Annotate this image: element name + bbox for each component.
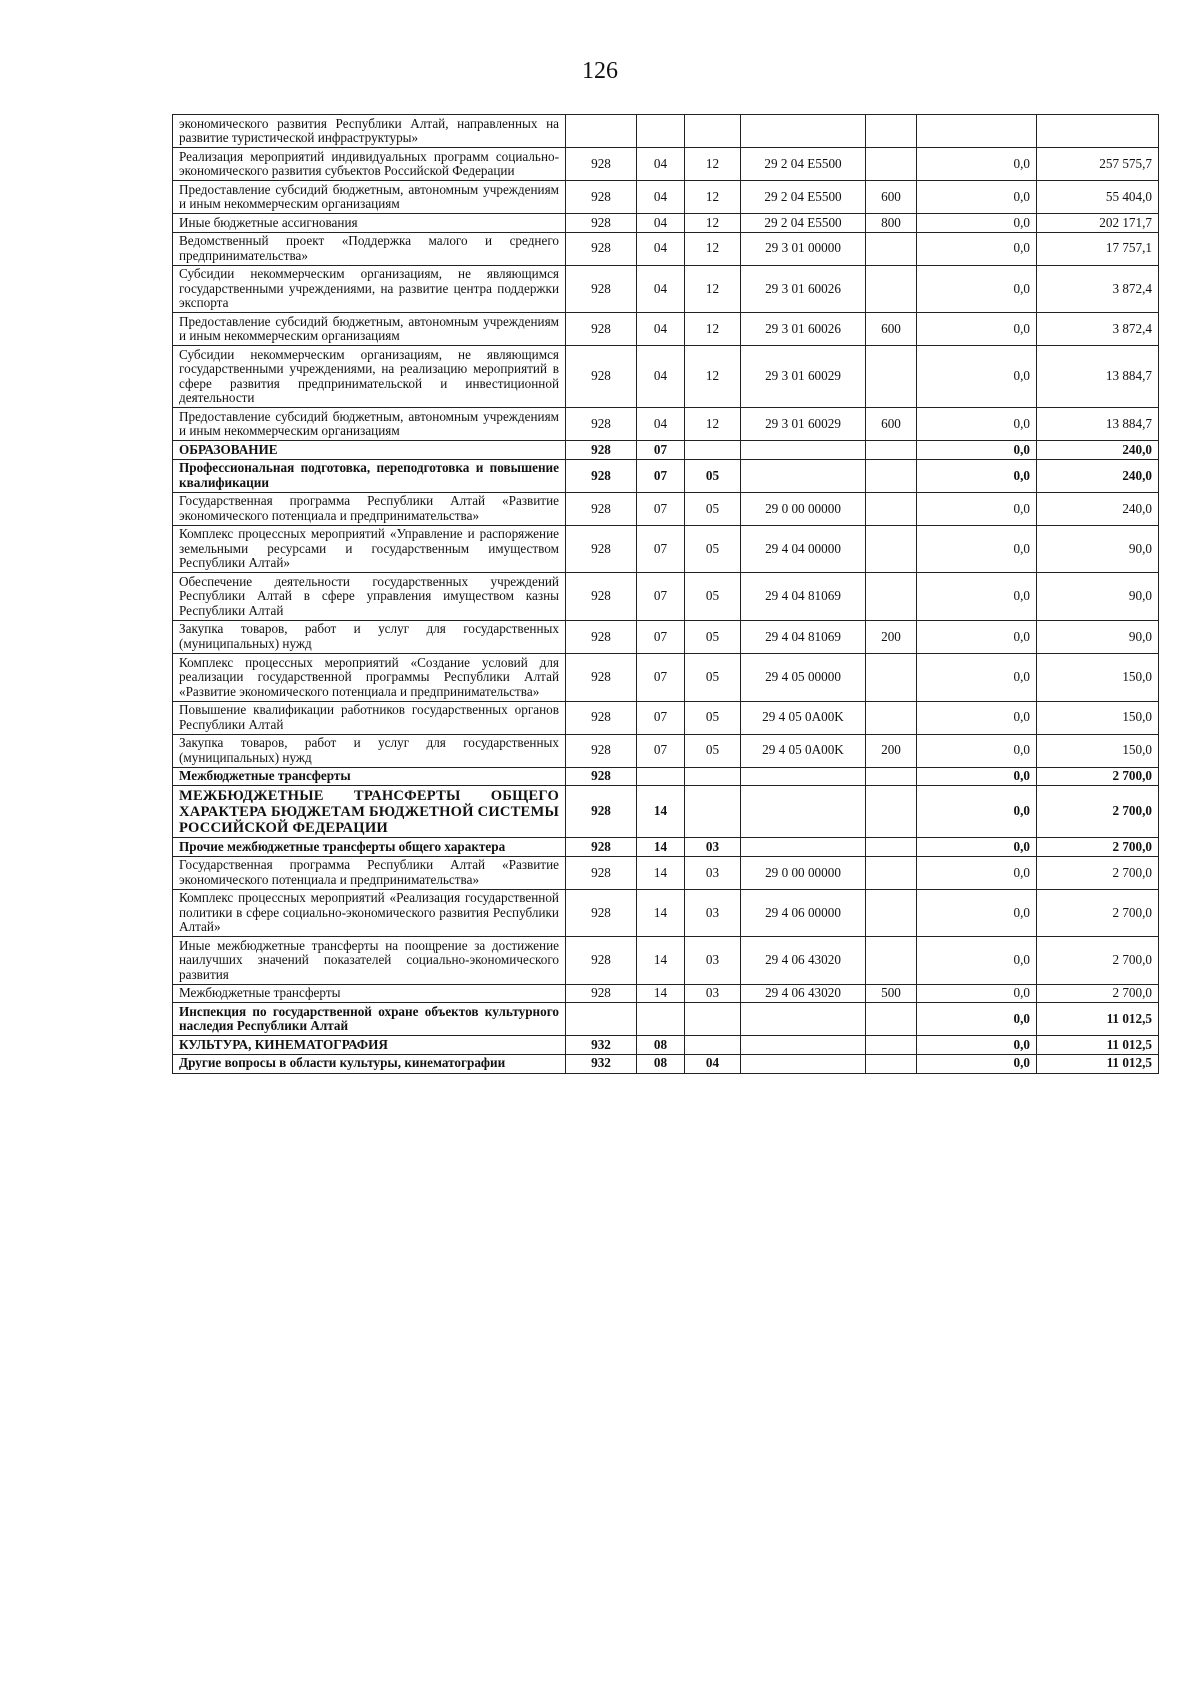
row-subsection-cell: 05 [685, 573, 741, 621]
row-name-cell: КУЛЬТУРА, КИНЕМАТОГРАФИЯ [173, 1036, 566, 1055]
row-name-cell: Прочие межбюджетные трансферты общего характера [173, 838, 566, 857]
row-name-cell: Межбюджетные трансферты [173, 984, 566, 1003]
row-section-cell [637, 1003, 685, 1036]
row-section-cell [637, 767, 685, 786]
table-row [173, 734, 1159, 767]
row-amount-2-cell: 2 700,0 [1037, 838, 1159, 857]
row-section-cell: 04 [637, 181, 685, 214]
table-row [173, 701, 1159, 734]
row-name-cell: Реализация мероприятий индивидуальных программ социально-экономического развития субъектов Российской Федерации [173, 148, 566, 181]
row-amount-2-cell: 90,0 [1037, 525, 1159, 573]
table-row [173, 441, 1159, 460]
row-amount-1-cell: 0,0 [917, 654, 1037, 702]
row-amount-2-cell: 240,0 [1037, 492, 1159, 525]
row-grbs-cell: 928 [566, 265, 637, 313]
row-subsection-cell: 05 [685, 654, 741, 702]
row-grbs-cell: 928 [566, 525, 637, 573]
row-name-cell: экономического развития Республики Алтай, направленных на развитие туристической инфраструктуры» [173, 115, 566, 148]
row-section-cell: 14 [637, 984, 685, 1003]
row-section-cell: 08 [637, 1054, 685, 1073]
row-expense-type-cell [866, 265, 917, 313]
row-amount-1-cell [917, 115, 1037, 148]
row-amount-1-cell: 0,0 [917, 232, 1037, 265]
table-row [173, 232, 1159, 265]
row-name-cell: Комплекс процессных мероприятий «Управление и распоряжение земельными ресурсами и государственным имуществом Республики Алтай» [173, 525, 566, 573]
row-expense-type-cell [866, 115, 917, 148]
row-grbs-cell: 928 [566, 313, 637, 346]
row-amount-2-cell: 13 884,7 [1037, 408, 1159, 441]
row-section-cell: 14 [637, 889, 685, 937]
table-row [173, 620, 1159, 653]
row-section-cell: 04 [637, 313, 685, 346]
row-amount-1-cell: 0,0 [917, 937, 1037, 985]
row-amount-2-cell: 90,0 [1037, 573, 1159, 621]
row-section-cell: 07 [637, 441, 685, 460]
row-subsection-cell [685, 767, 741, 786]
row-grbs-cell [566, 115, 637, 148]
row-grbs-cell: 928 [566, 573, 637, 621]
row-section-cell: 07 [637, 620, 685, 653]
row-name-cell: Обеспечение деятельности государственных учреждений Республики Алтай в сфере управления имуществом казны Республики Алтай [173, 573, 566, 621]
row-target-article-cell: 29 3 01 60026 [741, 313, 866, 346]
table-row [173, 1054, 1159, 1073]
row-name-cell: Субсидии некоммерческим организациям, не являющимся государственными учреждениями, на реализацию мероприятий в сфере развития предпринимательской и инвестиционной деятельности [173, 346, 566, 408]
row-expense-type-cell [866, 1003, 917, 1036]
row-expense-type-cell [866, 346, 917, 408]
table-row [173, 313, 1159, 346]
row-amount-1-cell: 0,0 [917, 181, 1037, 214]
row-amount-2-cell: 2 700,0 [1037, 984, 1159, 1003]
row-expense-type-cell [866, 1036, 917, 1055]
row-name-cell: ОБРАЗОВАНИЕ [173, 441, 566, 460]
table-row [173, 1036, 1159, 1055]
row-subsection-cell: 12 [685, 408, 741, 441]
row-amount-2-cell: 11 012,5 [1037, 1054, 1159, 1073]
row-grbs-cell: 928 [566, 701, 637, 734]
row-target-article-cell: 29 4 04 81069 [741, 573, 866, 621]
row-target-article-cell: 29 3 01 60026 [741, 265, 866, 313]
table-row [173, 408, 1159, 441]
row-expense-type-cell: 200 [866, 620, 917, 653]
row-target-article-cell [741, 1003, 866, 1036]
row-amount-1-cell: 0,0 [917, 1054, 1037, 1073]
row-expense-type-cell: 600 [866, 181, 917, 214]
row-amount-2-cell: 11 012,5 [1037, 1003, 1159, 1036]
row-subsection-cell: 03 [685, 937, 741, 985]
row-target-article-cell: 29 2 04 E5500 [741, 181, 866, 214]
row-section-cell: 07 [637, 573, 685, 621]
row-target-article-cell [741, 1036, 866, 1055]
row-target-article-cell: 29 4 04 81069 [741, 620, 866, 653]
row-expense-type-cell [866, 856, 917, 889]
row-expense-type-cell: 600 [866, 408, 917, 441]
row-expense-type-cell [866, 525, 917, 573]
row-grbs-cell: 928 [566, 889, 637, 937]
row-amount-2-cell: 150,0 [1037, 701, 1159, 734]
row-subsection-cell [685, 1036, 741, 1055]
row-grbs-cell: 928 [566, 654, 637, 702]
row-target-article-cell [741, 459, 866, 492]
row-grbs-cell: 928 [566, 459, 637, 492]
row-amount-2-cell: 240,0 [1037, 441, 1159, 460]
table-row [173, 984, 1159, 1003]
row-target-article-cell [741, 1054, 866, 1073]
row-amount-2-cell: 150,0 [1037, 654, 1159, 702]
row-grbs-cell: 928 [566, 767, 637, 786]
row-name-cell: Ведомственный проект «Поддержка малого и среднего предпринимательства» [173, 232, 566, 265]
row-section-cell: 07 [637, 459, 685, 492]
row-name-cell: Повышение квалификации работников государственных органов Республики Алтай [173, 701, 566, 734]
row-name-cell: Государственная программа Республики Алтай «Развитие экономического потенциала и предпринимательства» [173, 856, 566, 889]
row-subsection-cell: 05 [685, 459, 741, 492]
row-subsection-cell: 12 [685, 313, 741, 346]
row-subsection-cell: 03 [685, 838, 741, 857]
table-row [173, 856, 1159, 889]
row-amount-1-cell: 0,0 [917, 767, 1037, 786]
table-row [173, 346, 1159, 408]
row-amount-2-cell: 2 700,0 [1037, 937, 1159, 985]
row-amount-2-cell: 257 575,7 [1037, 148, 1159, 181]
row-name-cell: Комплекс процессных мероприятий «Реализация государственной политики в сфере социально-экономического развития Республики Алтай» [173, 889, 566, 937]
row-target-article-cell: 29 4 05 00000 [741, 654, 866, 702]
row-section-cell: 08 [637, 1036, 685, 1055]
row-subsection-cell: 05 [685, 492, 741, 525]
row-amount-2-cell: 202 171,7 [1037, 214, 1159, 233]
row-subsection-cell: 04 [685, 1054, 741, 1073]
row-section-cell: 07 [637, 492, 685, 525]
row-amount-1-cell: 0,0 [917, 214, 1037, 233]
row-amount-1-cell: 0,0 [917, 265, 1037, 313]
row-expense-type-cell [866, 838, 917, 857]
row-grbs-cell: 928 [566, 214, 637, 233]
row-amount-1-cell: 0,0 [917, 441, 1037, 460]
page-number: 126 [582, 58, 618, 84]
row-amount-1-cell: 0,0 [917, 786, 1037, 838]
row-expense-type-cell: 800 [866, 214, 917, 233]
row-amount-2-cell: 17 757,1 [1037, 232, 1159, 265]
budget-table [172, 114, 1159, 1074]
table-row [173, 459, 1159, 492]
row-amount-1-cell: 0,0 [917, 148, 1037, 181]
row-amount-1-cell: 0,0 [917, 838, 1037, 857]
row-grbs-cell: 928 [566, 181, 637, 214]
row-amount-1-cell: 0,0 [917, 984, 1037, 1003]
row-amount-2-cell: 240,0 [1037, 459, 1159, 492]
row-amount-1-cell: 0,0 [917, 408, 1037, 441]
row-grbs-cell: 928 [566, 408, 637, 441]
row-amount-2-cell: 2 700,0 [1037, 889, 1159, 937]
row-subsection-cell: 12 [685, 214, 741, 233]
row-expense-type-cell [866, 937, 917, 985]
row-section-cell: 04 [637, 408, 685, 441]
row-amount-2-cell [1037, 115, 1159, 148]
row-expense-type-cell [866, 1054, 917, 1073]
row-amount-2-cell: 90,0 [1037, 620, 1159, 653]
row-section-cell: 04 [637, 148, 685, 181]
row-amount-1-cell: 0,0 [917, 492, 1037, 525]
row-subsection-cell [685, 441, 741, 460]
row-section-cell: 04 [637, 214, 685, 233]
row-subsection-cell: 12 [685, 265, 741, 313]
row-target-article-cell: 29 3 01 60029 [741, 346, 866, 408]
row-amount-1-cell: 0,0 [917, 734, 1037, 767]
row-expense-type-cell [866, 573, 917, 621]
row-target-article-cell: 29 4 05 0A00K [741, 734, 866, 767]
row-amount-1-cell: 0,0 [917, 573, 1037, 621]
table-row [173, 115, 1159, 148]
row-target-article-cell: 29 3 01 00000 [741, 232, 866, 265]
row-expense-type-cell [866, 459, 917, 492]
row-subsection-cell [685, 1003, 741, 1036]
row-grbs-cell: 928 [566, 441, 637, 460]
row-subsection-cell [685, 115, 741, 148]
row-name-cell: Инспекция по государственной охране объектов культурного наследия Республики Алтай [173, 1003, 566, 1036]
row-amount-2-cell: 3 872,4 [1037, 313, 1159, 346]
row-target-article-cell [741, 786, 866, 838]
row-name-cell: МЕЖБЮДЖЕТНЫЕ ТРАНСФЕРТЫ ОБЩЕГО ХАРАКТЕРА БЮДЖЕТАМ БЮДЖЕТНОЙ СИСТЕМЫ РОССИЙСКОЙ ФЕДЕРАЦИИ [173, 786, 566, 838]
row-name-cell: Предоставление субсидий бюджетным, автономным учреждениям и иным некоммерческим организациям [173, 408, 566, 441]
row-name-cell: Закупка товаров, работ и услуг для государственных (муниципальных) нужд [173, 620, 566, 653]
table-row [173, 181, 1159, 214]
row-name-cell: Межбюджетные трансферты [173, 767, 566, 786]
row-section-cell: 07 [637, 734, 685, 767]
row-grbs-cell: 932 [566, 1054, 637, 1073]
row-grbs-cell [566, 1003, 637, 1036]
row-subsection-cell: 05 [685, 525, 741, 573]
row-amount-1-cell: 0,0 [917, 346, 1037, 408]
row-amount-1-cell: 0,0 [917, 620, 1037, 653]
row-target-article-cell: 29 4 06 00000 [741, 889, 866, 937]
row-grbs-cell: 928 [566, 984, 637, 1003]
row-subsection-cell: 05 [685, 701, 741, 734]
row-grbs-cell: 928 [566, 492, 637, 525]
table-row [173, 786, 1159, 838]
row-subsection-cell [685, 786, 741, 838]
row-section-cell: 07 [637, 525, 685, 573]
row-grbs-cell: 928 [566, 937, 637, 985]
row-expense-type-cell [866, 654, 917, 702]
row-expense-type-cell [866, 889, 917, 937]
row-amount-2-cell: 13 884,7 [1037, 346, 1159, 408]
row-section-cell: 04 [637, 346, 685, 408]
table-row [173, 573, 1159, 621]
row-expense-type-cell [866, 767, 917, 786]
row-grbs-cell: 928 [566, 232, 637, 265]
row-amount-2-cell: 2 700,0 [1037, 786, 1159, 838]
row-grbs-cell: 932 [566, 1036, 637, 1055]
row-name-cell: Предоставление субсидий бюджетным, автономным учреждениям и иным некоммерческим организациям [173, 313, 566, 346]
table-row [173, 654, 1159, 702]
row-section-cell: 14 [637, 856, 685, 889]
row-section-cell: 07 [637, 701, 685, 734]
row-subsection-cell: 05 [685, 734, 741, 767]
row-section-cell: 14 [637, 786, 685, 838]
row-section-cell: 14 [637, 937, 685, 985]
row-section-cell: 07 [637, 654, 685, 702]
row-expense-type-cell: 600 [866, 313, 917, 346]
row-name-cell: Предоставление субсидий бюджетным, автономным учреждениям и иным некоммерческим организациям [173, 181, 566, 214]
row-expense-type-cell [866, 441, 917, 460]
table-row [173, 1003, 1159, 1036]
row-expense-type-cell [866, 786, 917, 838]
row-expense-type-cell [866, 492, 917, 525]
row-target-article-cell [741, 767, 866, 786]
row-expense-type-cell: 500 [866, 984, 917, 1003]
row-amount-1-cell: 0,0 [917, 856, 1037, 889]
row-target-article-cell: 29 4 05 0A00K [741, 701, 866, 734]
row-amount-2-cell: 2 700,0 [1037, 856, 1159, 889]
row-target-article-cell: 29 3 01 60029 [741, 408, 866, 441]
row-target-article-cell: 29 4 06 43020 [741, 937, 866, 985]
table-row [173, 265, 1159, 313]
row-target-article-cell: 29 4 06 43020 [741, 984, 866, 1003]
row-grbs-cell: 928 [566, 786, 637, 838]
table-row [173, 525, 1159, 573]
row-subsection-cell: 12 [685, 232, 741, 265]
row-grbs-cell: 928 [566, 856, 637, 889]
row-subsection-cell: 12 [685, 346, 741, 408]
row-amount-1-cell: 0,0 [917, 701, 1037, 734]
row-target-article-cell [741, 441, 866, 460]
row-section-cell [637, 115, 685, 148]
row-amount-1-cell: 0,0 [917, 459, 1037, 492]
row-target-article-cell: 29 2 04 E5500 [741, 214, 866, 233]
row-name-cell: Субсидии некоммерческим организациям, не являющимся государственными учреждениями, на развитие центра поддержки экспорта [173, 265, 566, 313]
row-expense-type-cell [866, 148, 917, 181]
row-amount-2-cell: 11 012,5 [1037, 1036, 1159, 1055]
table-row [173, 937, 1159, 985]
row-subsection-cell: 03 [685, 984, 741, 1003]
row-section-cell: 04 [637, 232, 685, 265]
row-grbs-cell: 928 [566, 734, 637, 767]
row-grbs-cell: 928 [566, 148, 637, 181]
row-target-article-cell: 29 2 04 E5500 [741, 148, 866, 181]
row-name-cell: Другие вопросы в области культуры, кинематографии [173, 1054, 566, 1073]
row-amount-1-cell: 0,0 [917, 1036, 1037, 1055]
table-row [173, 492, 1159, 525]
row-subsection-cell: 03 [685, 856, 741, 889]
row-name-cell: Профессиональная подготовка, переподготовка и повышение квалификации [173, 459, 566, 492]
row-expense-type-cell [866, 701, 917, 734]
table-row [173, 148, 1159, 181]
row-name-cell: Иные бюджетные ассигнования [173, 214, 566, 233]
row-subsection-cell: 12 [685, 181, 741, 214]
row-target-article-cell: 29 4 04 00000 [741, 525, 866, 573]
row-section-cell: 14 [637, 838, 685, 857]
row-amount-1-cell: 0,0 [917, 313, 1037, 346]
row-name-cell: Государственная программа Республики Алтай «Развитие экономического потенциала и предпринимательства» [173, 492, 566, 525]
row-target-article-cell: 29 0 00 00000 [741, 492, 866, 525]
table-row [173, 767, 1159, 786]
row-grbs-cell: 928 [566, 346, 637, 408]
row-subsection-cell: 12 [685, 148, 741, 181]
row-subsection-cell: 03 [685, 889, 741, 937]
row-grbs-cell: 928 [566, 620, 637, 653]
row-expense-type-cell [866, 232, 917, 265]
table-row [173, 214, 1159, 233]
row-section-cell: 04 [637, 265, 685, 313]
row-name-cell: Закупка товаров, работ и услуг для государственных (муниципальных) нужд [173, 734, 566, 767]
row-amount-1-cell: 0,0 [917, 889, 1037, 937]
row-amount-2-cell: 3 872,4 [1037, 265, 1159, 313]
row-target-article-cell: 29 0 00 00000 [741, 856, 866, 889]
row-name-cell: Иные межбюджетные трансферты на поощрение за достижение наилучших значений показателей социально-экономического развития [173, 937, 566, 985]
row-target-article-cell [741, 115, 866, 148]
table-row [173, 838, 1159, 857]
row-amount-2-cell: 150,0 [1037, 734, 1159, 767]
row-amount-1-cell: 0,0 [917, 1003, 1037, 1036]
row-grbs-cell: 928 [566, 838, 637, 857]
table-row [173, 889, 1159, 937]
row-subsection-cell: 05 [685, 620, 741, 653]
row-target-article-cell [741, 838, 866, 857]
row-expense-type-cell: 200 [866, 734, 917, 767]
row-amount-2-cell: 55 404,0 [1037, 181, 1159, 214]
row-name-cell: Комплекс процессных мероприятий «Создание условий для реализации государственной программы Республики Алтай «Развитие экономического потенциала и предпринимательства» [173, 654, 566, 702]
row-amount-2-cell: 2 700,0 [1037, 767, 1159, 786]
row-amount-1-cell: 0,0 [917, 525, 1037, 573]
